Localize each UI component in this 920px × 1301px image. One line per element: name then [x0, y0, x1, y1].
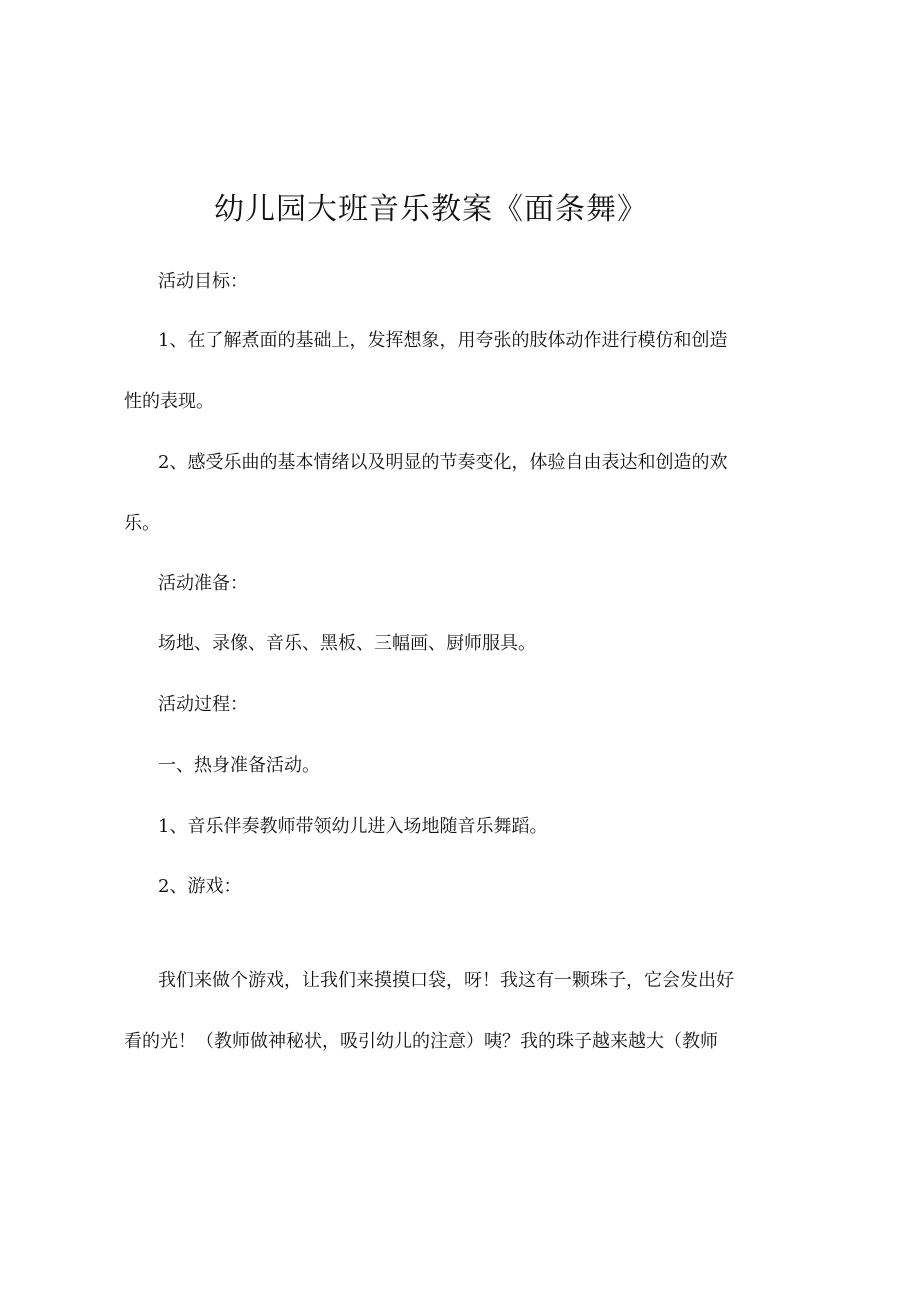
paragraph-line: 2、感受乐曲的基本情绪以及明显的节奏变化，体验自由表达和创造的欢: [158, 452, 728, 473]
paragraph-line: 看的光！（教师做神秘状，吸引幼儿的注意）咦？我的珠子越来越大（教师: [124, 1031, 718, 1052]
document-title: 幼儿园大班音乐教案《面条舞》: [214, 192, 648, 227]
paragraph-line: 性的表现。: [124, 391, 214, 412]
section-heading-goals: 活动目标：: [158, 271, 248, 292]
paragraph-line: 一、热身准备活动。: [158, 755, 320, 776]
paragraph-line: 2、游戏：: [158, 876, 242, 897]
paragraph-line: 1、音乐伴奏教师带领幼儿进入场地随音乐舞蹈。: [158, 816, 548, 837]
paragraph-line: 我们来做个游戏，让我们来摸摸口袋，呀！我这有一颗珠子，它会发出好: [158, 970, 734, 991]
paragraph-line: 1、在了解煮面的基础上，发挥想象，用夸张的肢体动作进行模仿和创造: [158, 330, 728, 351]
section-heading-preparation: 活动准备：: [158, 573, 248, 594]
paragraph-line: 场地、录像、音乐、黑板、三幅画、厨师服具。: [158, 633, 536, 654]
section-heading-process: 活动过程：: [158, 694, 248, 715]
paragraph-line: 乐。: [124, 513, 160, 534]
